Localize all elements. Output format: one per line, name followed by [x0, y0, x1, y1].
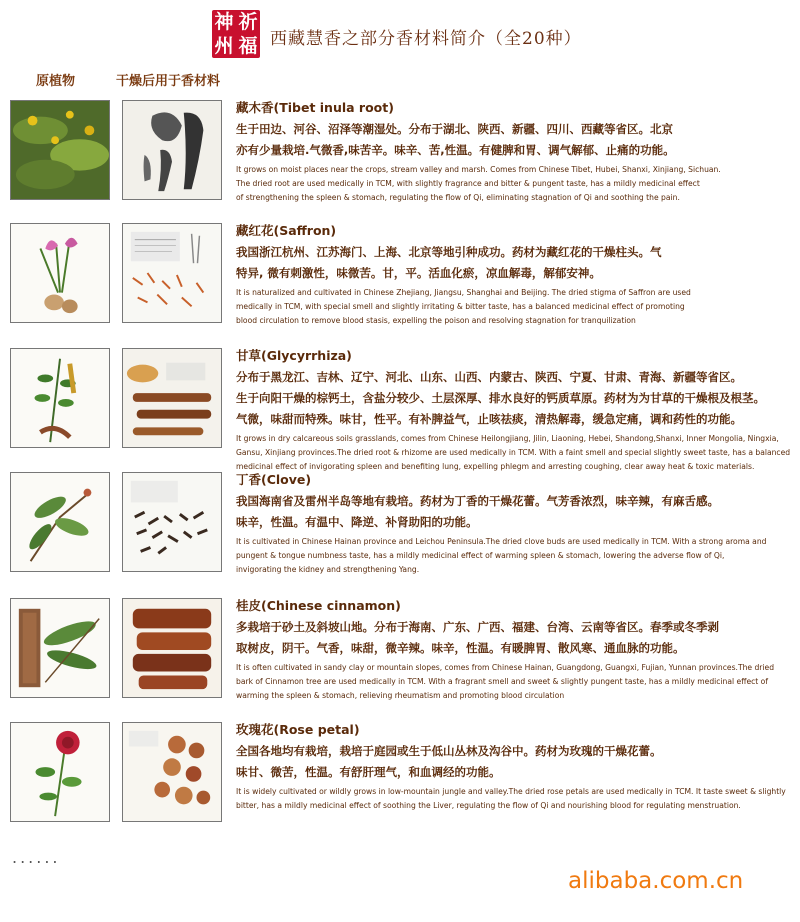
herb-info	[236, 598, 796, 703]
plant-photo	[10, 472, 110, 572]
herb-name: 桂皮(Chinese cinnamon)	[236, 598, 401, 613]
dried-material-photo	[122, 100, 222, 200]
herb-info	[236, 722, 796, 813]
plant-photo	[10, 100, 110, 200]
ellipsis: ......	[12, 848, 61, 867]
seal-char: 神	[214, 11, 234, 33]
dried-material-photo	[122, 598, 222, 698]
column-heading-material: 干燥后用于香材料	[116, 74, 221, 89]
herb-description-cn: 多栽培于砂土及斜坡山地。分布于海南、广东、广西、福建、台湾、云南等省区。春季或冬季剥 取树皮，阴干。气香，味甜，微辛辣。味辛，性温。有暖脾胃、散风寒、通血脉的功能。	[236, 620, 719, 655]
herb-name: 丁香(Clove)	[236, 472, 312, 487]
herb-description-en: It grows in dry calcareous soils grasslands, comes from Chinese Heilongjiang, Jilin, Liaoning, Hebei, Shandong,Shanxi, Inner Mongolia, Ningxia, Gansu, Xinjiang provinces.The dried root & rhizome are used medically in TCM. With a faint smell and special slightly sweet taste, has a balanced medicinal effect of invigorating spleen and benefiting lung, expelling phlegm and arresting coughing, clear away heat & toxic materials.	[236, 434, 791, 471]
seal-logo	[212, 10, 260, 58]
herb-name: 藏红花(Saffron)	[236, 223, 337, 238]
herb-info	[236, 472, 796, 577]
dried-material-photo	[122, 348, 222, 448]
herb-name: 玫瑰花(Rose petal)	[236, 722, 360, 737]
herb-info	[236, 223, 796, 328]
brand-watermark: alibaba.com.cn	[568, 868, 744, 894]
dried-material-photo	[122, 472, 222, 572]
herb-description-en: It grows on moist places near the crops, stream valley and marsh. Comes from Chinese Tibet, Hubei, Shanxi, Xinjiang, Sichuan. The dried root are used medically in TCM, with slightly fragrance and bitter & pungent taste, has a mildly medicinal effect of strengthening the spleen & stomach, regulating the flow of Qi, eliminating stagnation of Qi and soothing the pain.	[236, 165, 721, 202]
dried-material-photo	[122, 722, 222, 822]
herb-info	[236, 348, 796, 474]
plant-photo	[10, 722, 110, 822]
plant-photo	[10, 223, 110, 323]
herb-description-cn: 分布于黑龙江、吉林、辽宁、河北、山东、山西、内蒙古、陕西、宁夏、甘肃、青海、新疆等省区。 生于向阳干燥的棕钙土，含盐分较少、土层深厚、排水良好的钙质草原。药材为为甘草的干燥根及根茎。 气微，味甜而特殊。味甘，性平。有补脾益气，止咳祛痰，清热解毒，缓急定痛，调和药性的功能。	[236, 370, 765, 426]
seal-char: 州	[214, 35, 234, 57]
seal-char: 福	[238, 35, 258, 57]
column-heading-plant: 原植物	[36, 74, 76, 89]
herb-name: 藏木香(Tibet inula root)	[236, 100, 394, 115]
herb-description-cn: 我国浙江杭州、江苏海门、上海、北京等地引种成功。药材为藏红花的干燥柱头。气 特异, 微有刺激性，味微苦。甘，平。活血化瘀，凉血解毒，解郁安神。	[236, 245, 662, 280]
page-title: 西藏慧香之部分香材料简介（全20种）	[270, 29, 582, 49]
plant-photo	[10, 598, 110, 698]
herb-info	[236, 100, 796, 205]
plant-photo	[10, 348, 110, 448]
herb-description-en: It is often cultivated in sandy clay or mountain slopes, comes from Chinese Hainan, Guangdong, Guangxi, Fujian, Yunnan provinces.The dried bark of Cinnamon tree are used medically in TCM. With a fragrant smell and sweet & slightly pungent taste, has a mildly medicinal effect of warming the spleen & stomach, relieving rheumatism and promoting blood circulation	[236, 663, 775, 700]
herb-description-cn: 我国海南省及雷州半岛等地有栽培。药材为丁香的干燥花蕾。气芳香浓烈，味辛辣，有麻舌感。 味辛，性温。有温中、降逆、补肾助阳的功能。	[236, 494, 719, 529]
seal-char: 祈	[238, 11, 258, 33]
dried-material-photo	[122, 223, 222, 323]
page-header	[212, 10, 772, 60]
herb-description-en: It is cultivated in Chinese Hainan province and Leichou Peninsula.The dried clove buds are used medically in TCM. With a strong aroma and pungent & tongue numbness taste, has a mildly medicinal effect of warming spleen & stomach, lowering the adverse flow of Qi, invigorating the kidney and strengthening Yang.	[236, 537, 767, 574]
herb-description-en: It is widely cultivated or wildly grows in low-mountain jungle and valley.The dried rose petals are used medically in TCM. It taste sweet & slightly bitter, has a mildly medicinal effect of soothing the Liver, regulating the flow of Qi and nourishing blood for regulating menstruation.	[236, 787, 786, 810]
herb-name: 甘草(Glycyrrhiza)	[236, 348, 352, 363]
herb-description-cn: 全国各地均有栽培，栽培于庭园或生于低山丛林及沟谷中。药材为玫瑰的干燥花蕾。 味甘、微苦，性温。有舒肝理气，和血调经的功能。	[236, 744, 662, 779]
herb-description-en: It is naturalized and cultivated in Chinese Zhejiang, Jiangsu, Shanghai and Beijing. The dried stigma of Saffron are used medically in TCM, with special smell and slightly irritating & bitter taste, has a balanced medicinal effect of promoting blood circulation to remove blood stasis, expelling the poison and resolving stagnation for tranquilization	[236, 288, 691, 325]
herb-description-cn: 生于田边、河谷、沼泽等潮湿处。分布于湖北、陕西、新疆、四川、西藏等省区。北京 亦有少量栽培.气微香,味苦辛。味辛、苦,性温。有健脾和胃、调气解郁、止痛的功能。	[236, 122, 675, 157]
